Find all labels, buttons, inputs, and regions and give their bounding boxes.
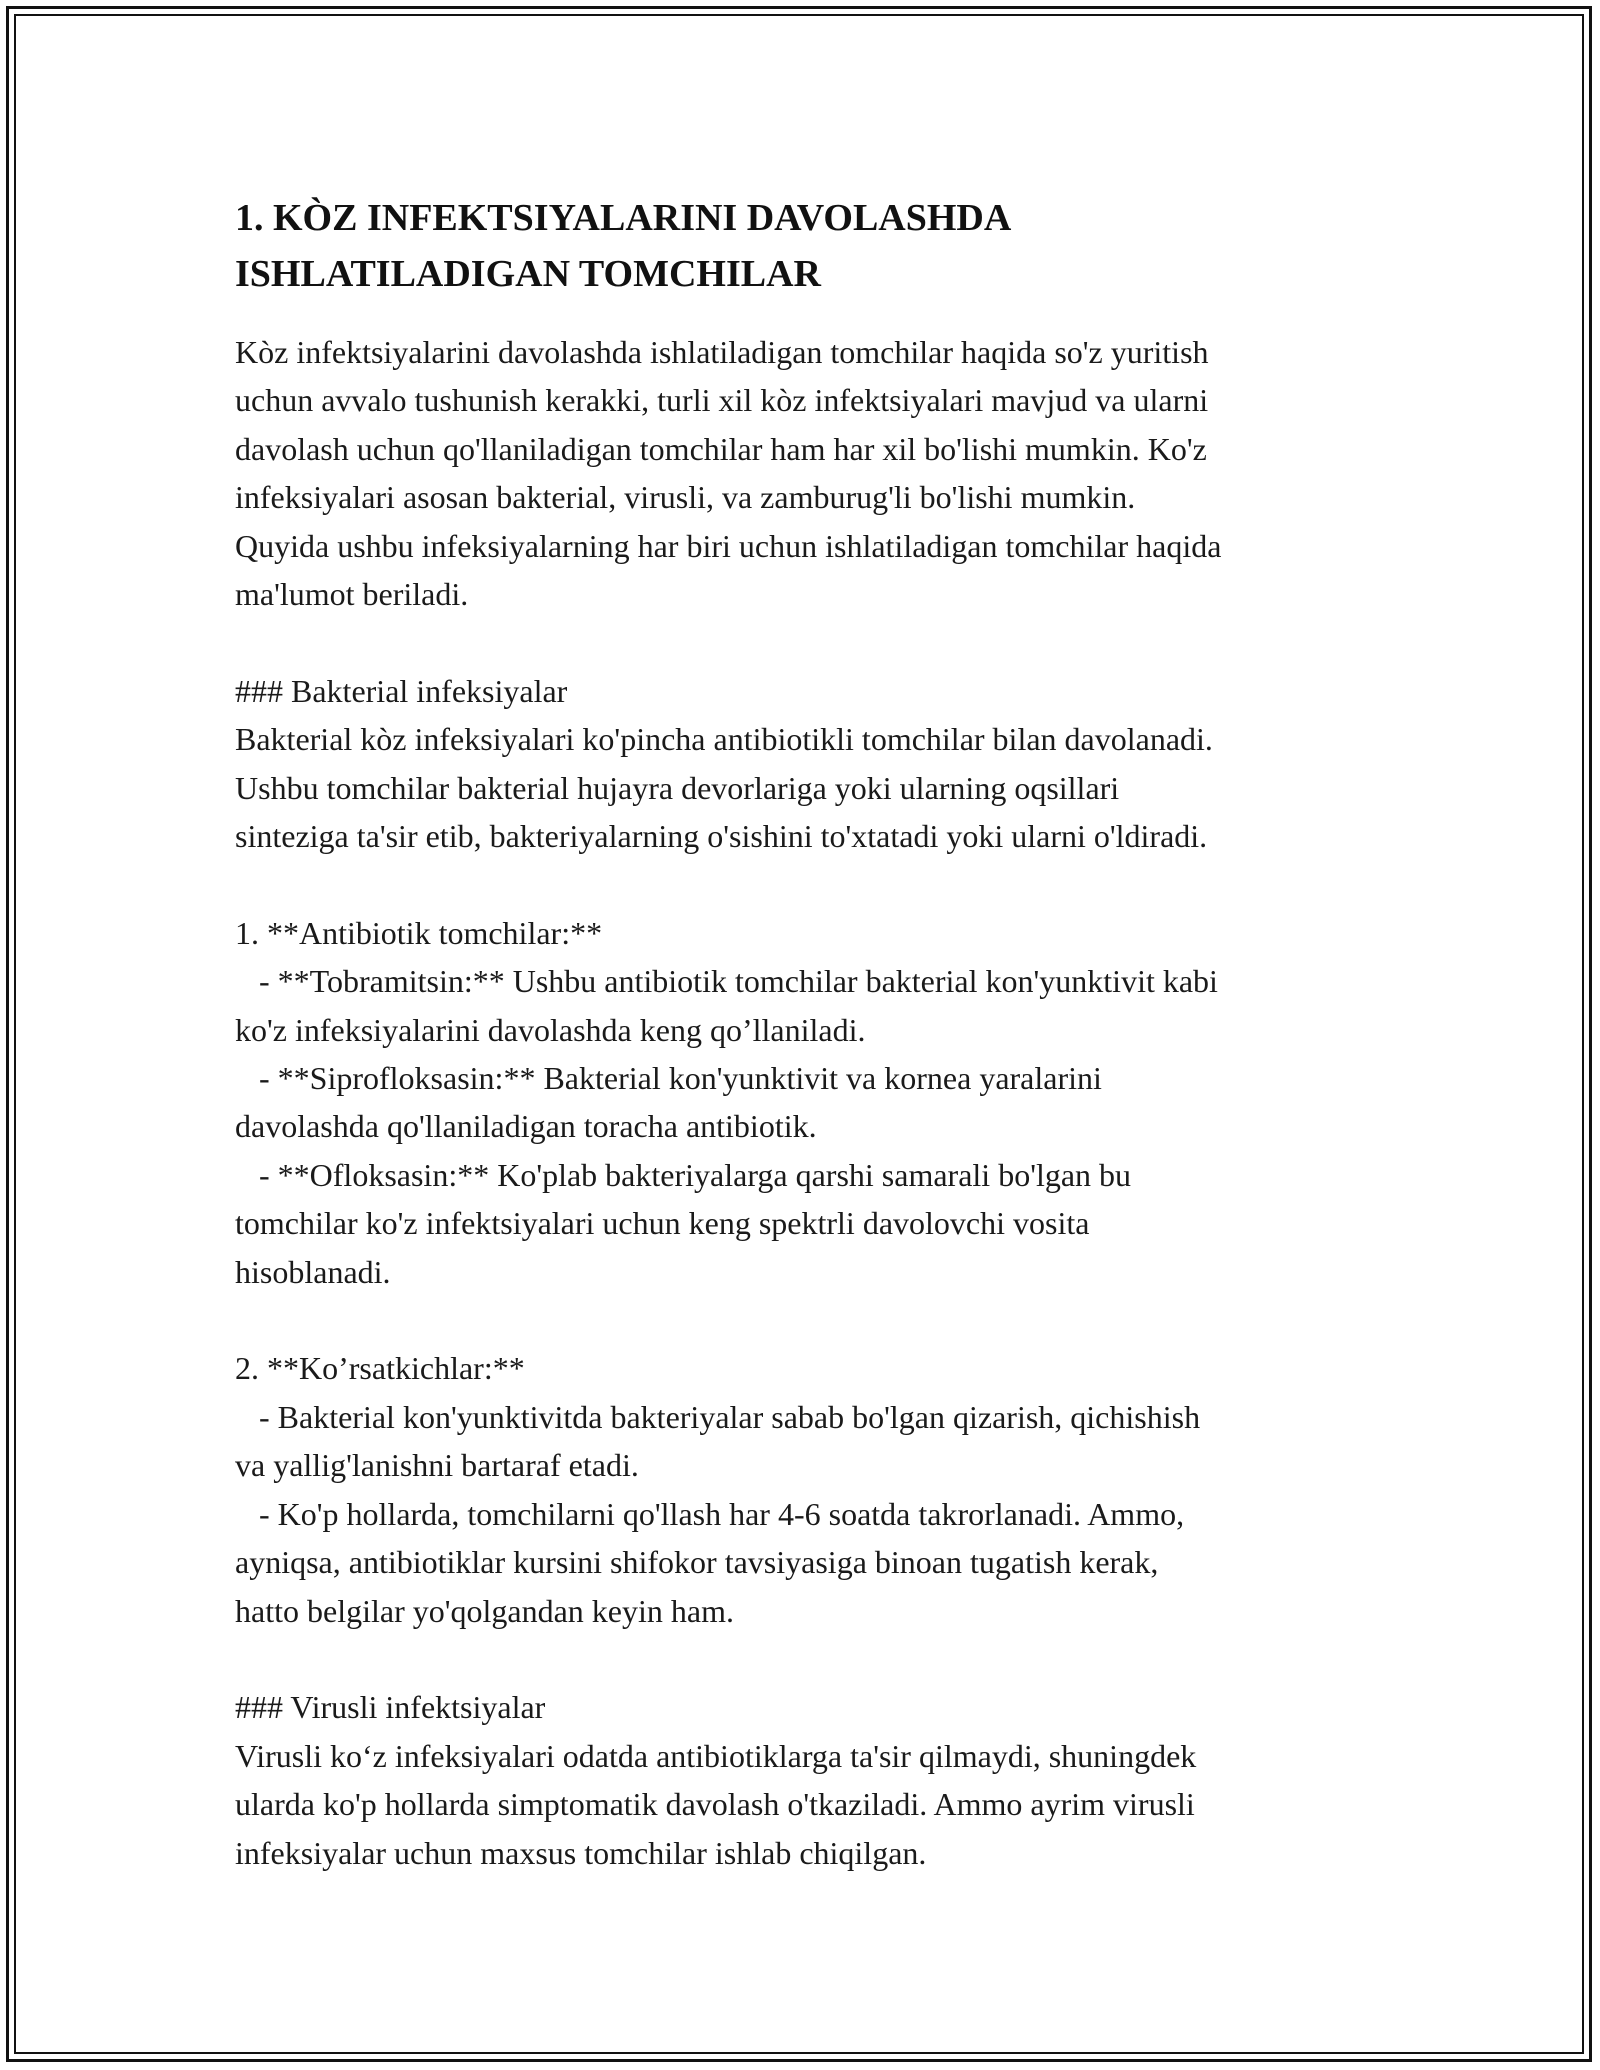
list-item-line: - **Tobramitsin:** Ushbu antibiotik tomchilar bakterial kon'yunktivit kabi bbox=[235, 963, 1218, 1000]
paragraph-line: infeksiyalar uchun maxsus tomchilar ishlab chiqilgan. bbox=[235, 1834, 927, 1871]
list-item-line: - **Ofloksasin:** Ko'plab bakteriyalarga qarshi samarali bo'lgan bu bbox=[235, 1156, 1132, 1193]
intro-line: Quyida ushbu infeksiyalarning har biri uchun ishlatiladigan tomchilar haqida bbox=[235, 527, 1222, 564]
blank-line bbox=[235, 618, 1375, 666]
intro-line: ma'lumot beriladi. bbox=[235, 576, 469, 613]
list-item-line: hatto belgilar yo'qolgandan keyin ham. bbox=[235, 1592, 734, 1629]
list-item-line: tomchilar ko'z infektsiyalari uchun keng spektrli davolovchi vosita bbox=[235, 1205, 1090, 1242]
list-item-line: va yallig'lanishni bartaraf etadi. bbox=[235, 1447, 639, 1484]
subheading-bakterial: ### Bakterial infeksiyalar bbox=[235, 672, 568, 709]
list-item-line: davolashda qo'llaniladigan toracha antibiotik. bbox=[235, 1108, 817, 1145]
title-line: ISHLATILADIGAN TOMCHILAR bbox=[235, 253, 821, 295]
section-title bbox=[235, 190, 1375, 302]
list-heading: 2. **Ko’rsatkichlar:** bbox=[235, 1350, 525, 1387]
blank-line bbox=[235, 860, 1375, 908]
intro-line: uchun avvalo tushunish kerakki, turli xil kòz infektsiyalari mavjud va ularni bbox=[235, 382, 1209, 419]
document-content bbox=[235, 190, 1375, 1877]
paragraph-line: Bakterial kòz infeksiyalari ko'pincha antibiotikli tomchilar bilan davolanadi. bbox=[235, 721, 1213, 758]
paragraph-line: Virusli ko‘z infeksiyalari odatda antibiotiklarga ta'sir qilmaydi, shuningdek bbox=[235, 1737, 1197, 1774]
list-item-line: - Bakterial kon'yunktivitda bakteriyalar sabab bo'lgan qizarish, qichishish bbox=[235, 1398, 1201, 1435]
list-item-line: ko'z infeksiyalarini davolashda keng qo’llaniladi. bbox=[235, 1011, 866, 1048]
list-item-line: ayniqsa, antibiotiklar kursini shifokor tavsiyasiga binoan tugatish kerak, bbox=[235, 1544, 1159, 1581]
intro-line: davolash uchun qo'llaniladigan tomchilar ham har xil bo'lishi mumkin. Ko'z bbox=[235, 430, 1207, 467]
list-item-line: - Ko'p hollarda, tomchilarni qo'llash har 4-6 soatda takrorlanadi. Ammo, bbox=[235, 1495, 1185, 1532]
list-item-line: hisoblanadi. bbox=[235, 1253, 391, 1290]
list-item-line: - **Siprofloksasin:** Bakterial kon'yunktivit va kornea yaralarini bbox=[235, 1060, 1102, 1097]
body-text bbox=[235, 328, 1375, 1877]
blank-line bbox=[235, 1635, 1375, 1683]
subheading-virusli: ### Virusli infektsiyalar bbox=[235, 1689, 546, 1726]
intro-line: infeksiyalari asosan bakterial, virusli, va zamburug'li bo'lishi mumkin. bbox=[235, 479, 1136, 516]
blank-line bbox=[235, 1296, 1375, 1344]
list-heading: 1. **Antibiotik tomchilar:** bbox=[235, 914, 603, 951]
paragraph-line: sinteziga ta'sir etib, bakteriyalarning o'sishini to'xtatadi yoki ularni o'ldiradi. bbox=[235, 818, 1208, 855]
intro-line: Kòz infektsiyalarini davolashda ishlatiladigan tomchilar haqida so'z yuritish bbox=[235, 334, 1209, 370]
title-line: 1. KÒZ INFEKTSIYALARINI DAVOLASHDA bbox=[235, 197, 1012, 239]
paragraph-line: Ushbu tomchilar bakterial hujayra devorlariga yoki ularning oqsillari bbox=[235, 769, 1120, 806]
paragraph-line: ularda ko'p hollarda simptomatik davolash o'tkaziladi. Ammo ayrim virusli bbox=[235, 1786, 1195, 1823]
